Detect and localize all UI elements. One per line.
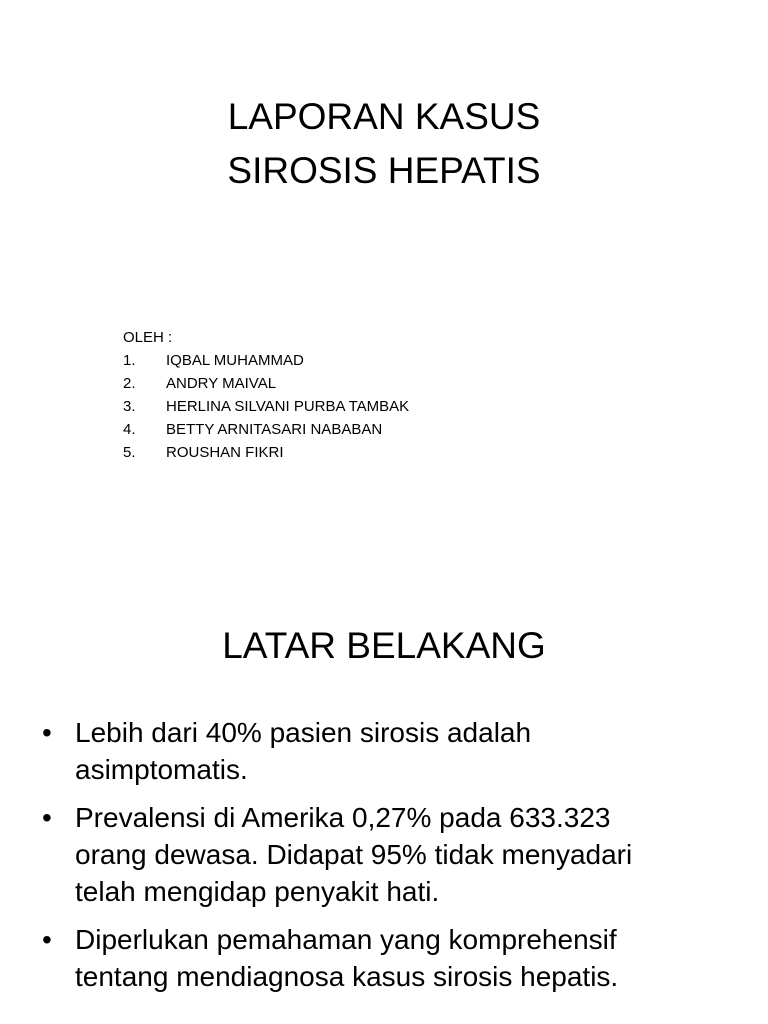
author-name: BETTY ARNITASARI NABABAN (166, 421, 383, 438)
bullet-text-line: asimptomatis. (75, 754, 248, 785)
author-name: HERLINA SILVANI PURBA TAMBAK (166, 398, 410, 415)
author-number: 4. (123, 421, 136, 438)
author-row (123, 372, 523, 395)
author-row (123, 395, 523, 418)
author-number: 2. (123, 375, 136, 392)
bullet-item (40, 799, 740, 910)
bullet-text-line: Prevalensi di Amerika 0,27% pada 633.323 (75, 802, 611, 833)
bullet-icon: • (42, 717, 52, 748)
author-row (123, 441, 523, 464)
slide-title-line-1: LAPORAN KASUS (227, 96, 541, 137)
author-name: ROUSHAN FIKRI (166, 444, 284, 461)
bullet-text-line: Lebih dari 40% pasien sirosis adalah (75, 717, 532, 748)
background-slide (0, 576, 768, 1024)
slide-title-line-2: SIROSIS HEPATIS (227, 150, 541, 191)
bullet-item (40, 921, 740, 995)
author-row (123, 349, 523, 372)
author-row (123, 418, 523, 441)
author-number: 5. (123, 444, 136, 461)
bullet-icon: • (42, 802, 52, 833)
bullet-text-line: tentang mendiagnosa kasus sirosis hepatis. (75, 961, 619, 992)
bullet-text-line: Diperlukan pemahaman yang komprehensif (75, 924, 617, 955)
author-name: IQBAL MUHAMMAD (166, 352, 304, 369)
bullet-text-line: orang dewasa. Didapat 95% tidak menyadari (75, 839, 633, 870)
author-number: 1. (123, 352, 136, 369)
bullet-list (40, 714, 740, 1006)
bullet-icon: • (42, 924, 52, 955)
author-number: 3. (123, 398, 136, 415)
bullet-text-line: telah mengidap penyakit hati. (75, 876, 440, 907)
authors-list (123, 326, 523, 464)
section-title: LATAR BELAKANG (222, 625, 546, 666)
bullet-item (40, 714, 740, 788)
authors-label: OLEH : (123, 329, 173, 346)
author-name: ANDRY MAIVAL (166, 375, 277, 392)
